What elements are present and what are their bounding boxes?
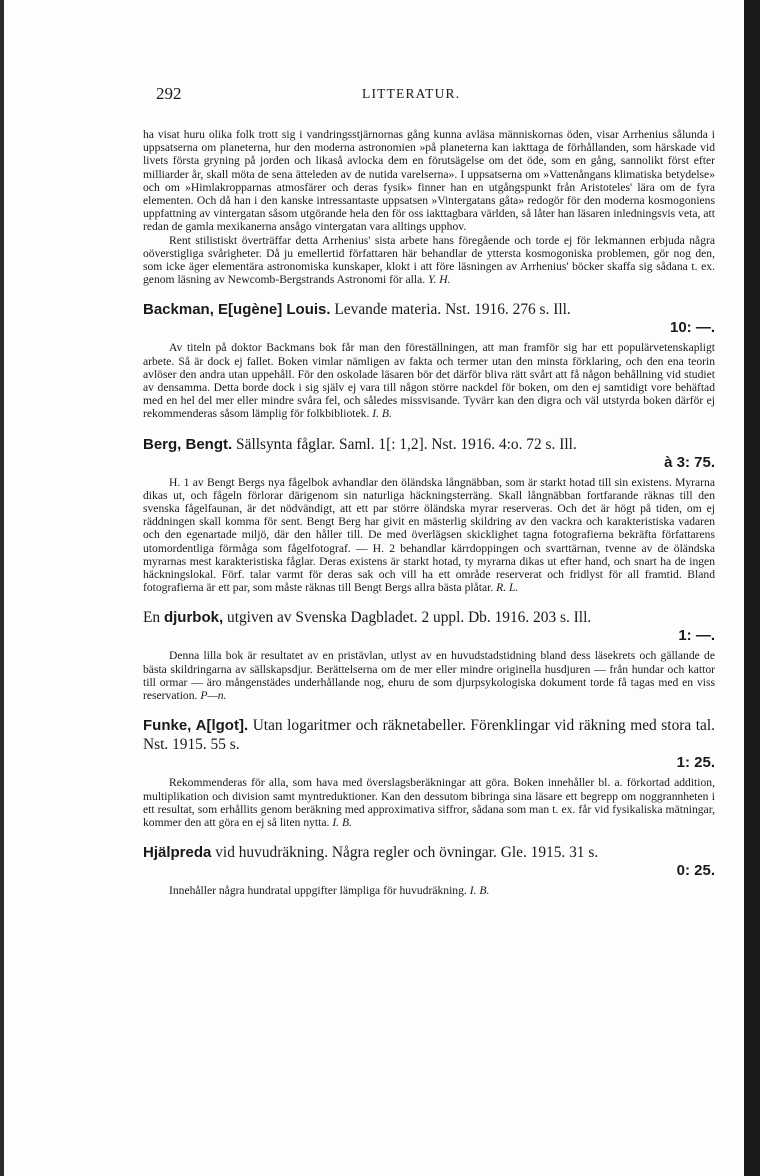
entry-lead: En (143, 609, 161, 627)
entry-author: Hjälpreda (143, 844, 212, 862)
entry-details: Utan logaritmer och räknetabeller. Förenklingar vid räkning med stora tal. Nst. 1915. 55 s. (143, 717, 715, 754)
signature: Y. H. (428, 273, 451, 287)
intro-paragraph-1: ha visat huru olika folk trott sig i vandringsstjärnornas gång kunna avläsa människornas öden, visar Arrhenius sålunda i uppsatserna om planeterna, hur den moderna astronomien »på planeterna kan iakttaga de förhållanden, som härskade vid livets första gryning på jorden och likaså avlocka dem en förutsägelse om det öde, som en gång, sannolikt först efter milliarder år, skall möta de sena ätteleden av de nutida varelserna». I uppsatserna om »Vattenångans klimatiska betydelse» och om »Himlakropparnas atmosfärer och deras fysik» finner han en utgångspunkt från Aristoteles' lära om de fyra elementen. Och då han i den kanske intressantaste uppsatsen »Vintergatans gåta» redogör för den moderna kosmogoniens uppfattning av vintergatan såsom utgörande hela den för oss iakttagbara världen, så låter han läsaren inledningsvis veta, att redan de gamla mexikanerna ansågo vintergatan vara alltings upphov. (143, 128, 715, 234)
entry-heading (143, 608, 715, 627)
entry-author: Backman, E[ugène] Louis. (143, 301, 331, 319)
entry-details: vid huvudräkning. Några regler och övningar. Gle. 1915. 31 s. (215, 844, 599, 862)
entry-body-text: Rekommenderas för alla, som hava med överslagsberäkningar att göra. Boken innehåller bl. a. förkortad addition, multiplikation och division samt myntreduktioner. Kan den dessutom bibringa sina läsare ett begrepp om noggrannheten i ett resultat, som erhållits genom beräkning med approximativa siffror, sådana som man t. ex. får vid fysikaliska mätningar, kommer den att göra en ej så liten nytta. (143, 776, 715, 829)
review-entry-backman (143, 300, 715, 420)
signature: R. L. (496, 581, 519, 595)
review-entry-berg (143, 435, 715, 595)
entry-body-text: Denna lilla bok är resultatet av en pristävlan, utlyst av en huvudstadstidning bland dess läsekrets och gällande de bästa skildringarna av sällskapsdjur. Berättelserna om de mer eller mindre originella husdjuren — från hundar och kattor till ormar — äro mångenstädes underhållande nog, ehuru de som djurpsykologiska dokument torde få tagas med en viss reservation. (143, 649, 715, 703)
entry-body (143, 884, 715, 897)
entry-details: Sällsynta fåglar. Saml. 1[: 1,2]. Nst. 1916. 4:o. 72 s. Ill. (236, 435, 577, 453)
signature: I. B. (372, 407, 392, 421)
signature: I. B. (332, 815, 352, 829)
entry-author: Funke, A[lgot]. (143, 717, 249, 735)
scan-edge-right (744, 0, 760, 1176)
entry-body (143, 341, 715, 420)
entry-body-text: H. 1 av Bengt Bergs nya fågelbok avhandlar den öländska långnäbban, som är starkt hotad till sin existens. Myrarna dikas ut, och fågeln förlorar därigenom sin naturliga häckningsterräng. Skall långnäbban fortfarande räknas till den svenska fågelfaunan, är det nödvändigt, att ett par större öländska myrar reserveras. Och det är högt på tiden, om ej räddningen skall komma för sent. Bengt Berg har givit en mästerlig skildring av den vackra och karakteristiska vadaren och den egenartade miljö, där den håller till. De med överlägsen skicklighet tagna fotografierna bekräfta författarens utomordentliga förmåga som fågelfotograf. — H. 2 behandlar kärrdoppingen och svarttärnan, tvenne av de öländska myrarnas mest karakteristiska fåglar. Deras existens är starkt hotad, ty myrarna dikas ut efter hand, och snart ha de ingen häckningslokal. Förf. talar varmt för deras sak och vill ha ett område reserverat och fridlyst för all framtid. Bland fotografierna är ett par, som måste räknas till Bengt Bergs allra bästa plåtar. (143, 475, 715, 595)
entry-price (143, 454, 715, 472)
entry-author: djurbok, (163, 609, 224, 627)
entry-price (143, 627, 715, 645)
entry-price-value: 1: —. (678, 627, 715, 645)
entry-details: utgiven av Svenska Dagbladet. 2 uppl. Db. 1916. 203 s. Ill. (227, 609, 592, 627)
entry-author: Berg, Bengt. (143, 435, 233, 453)
page-header (156, 84, 712, 108)
entry-heading (143, 435, 715, 454)
entry-body-text: Innehåller några hundratal uppgifter lämpliga för huvudräkning. (169, 884, 467, 898)
signature: I. B. (469, 884, 490, 898)
entry-heading (143, 300, 715, 319)
entry-price-value: 0: 25. (676, 862, 715, 880)
intro-paragraph-2-text: Rent stilistiskt överträffar detta Arrhenius' sista arbete hans föregående och torde ej för lekmannen erbjuda några oöverstigliga svårigheter. Då ju emellertid författaren här behandlar de yttersta kosmogoniska problemen, gör nog den, som icke äger elementära astronomiska kunskaper, klokt i att före läsningen av Arrhenius' böcker skaffa sig sådana t. ex. genom läsning av Newcomb-Bergstrands Astronomi för alla. (143, 233, 715, 287)
entry-price-value: 10: —. (669, 319, 715, 337)
entry-price (143, 862, 715, 880)
entry-price (143, 754, 715, 772)
entry-body-text: Av titeln på doktor Backmans bok får man den föreställningen, att man framför sig har ett populärvetenskapligt arbete. Så är dock ej fallet. Boken vimlar nämligen av fakta och termer utan den minsta förklaring, och den ena teorin avlöser den andra utan uppehåll. För den oskolade läsaren bör det därför bliva rätt svårt att få någon behållning vid studiet av densamma. Detta borde dock i sig själv ej vara till någon större nackdel för boken, om den ej samtidigt vore behäftad med en hel del mer eller mindre svåra fel, och således missvisande. Tyvärr kan den digra och väl utstyrda boken därför ej rekommenderas såsom lämplig för folkbibliotek. (143, 341, 715, 421)
entry-body (143, 476, 715, 595)
entry-heading (143, 716, 715, 754)
review-entry-funke (143, 716, 715, 829)
entry-details: Levande materia. Nst. 1916. 276 s. Ill. (334, 301, 571, 319)
entry-price (143, 319, 715, 337)
page-content (143, 128, 715, 897)
scan-edge-left (0, 0, 4, 1176)
entry-price-value: 1: 25. (676, 754, 715, 772)
entry-body (143, 649, 715, 702)
entry-body (143, 776, 715, 829)
running-head: LITTERATUR. (362, 86, 461, 101)
intro-paragraph-2 (143, 234, 715, 287)
entry-heading (143, 843, 715, 862)
review-entry-hjalpreda (143, 843, 715, 897)
entry-price-value: à 3: 75. (664, 453, 715, 471)
signature: P—n. (200, 689, 227, 703)
review-entry-djurbok (143, 608, 715, 702)
page-number: 292 (156, 84, 182, 103)
